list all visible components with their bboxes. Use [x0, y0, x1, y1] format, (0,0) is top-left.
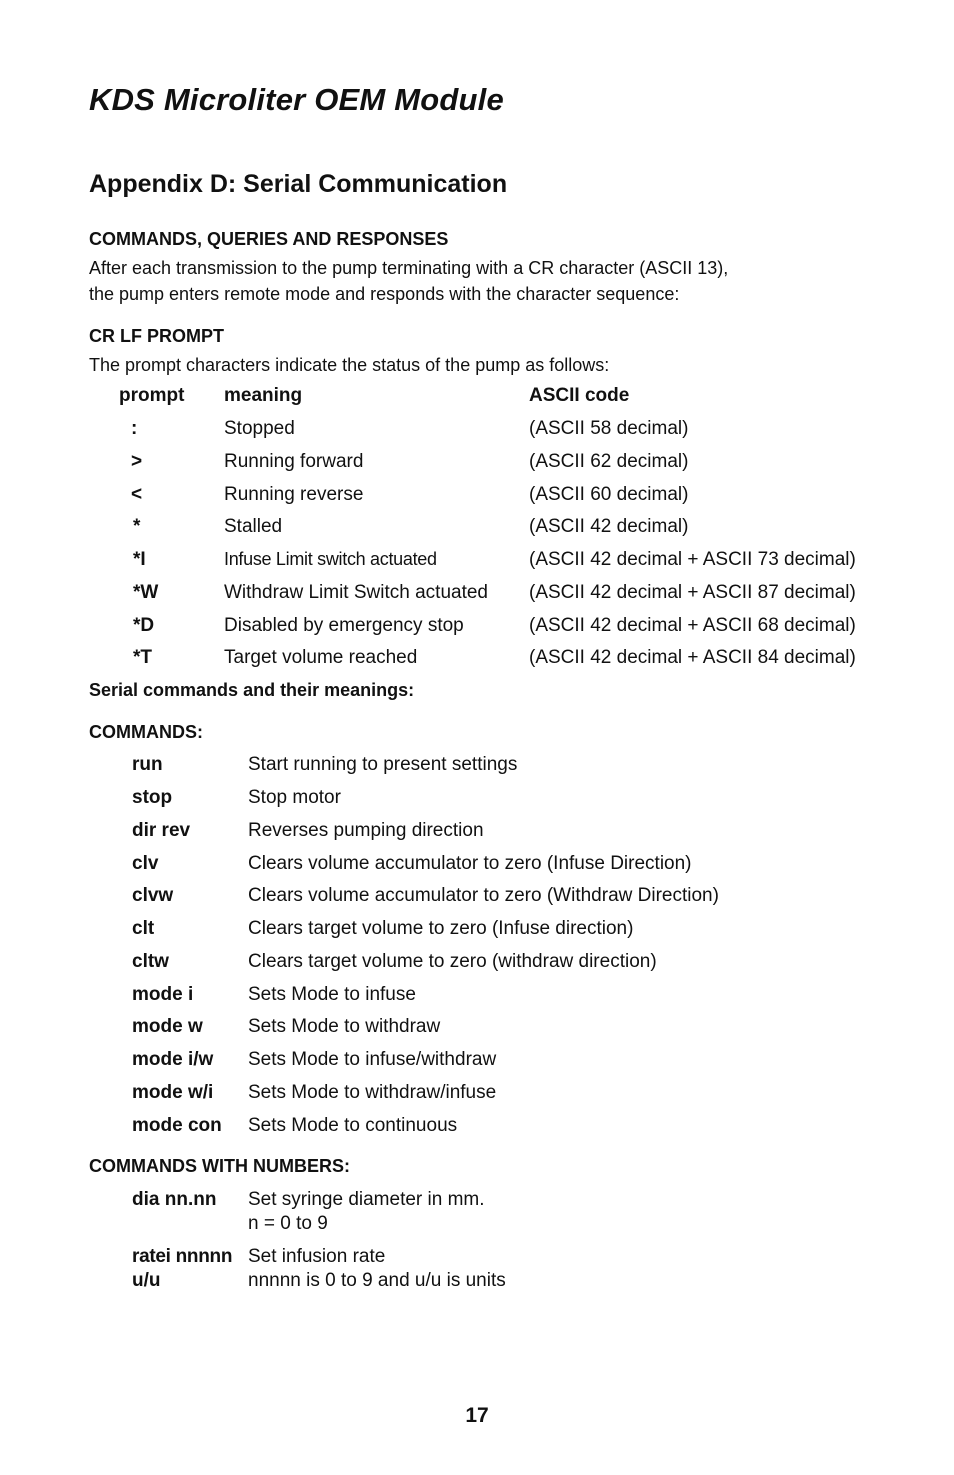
command-row: [0, 820, 954, 853]
prompt-ascii: (ASCII 42 decimal + ASCII 73 decimal): [529, 549, 856, 570]
prompt-ascii: (ASCII 62 decimal): [529, 451, 689, 472]
document-title: KDS Microliter OEM Module: [89, 82, 504, 117]
command-description: Clears target volume to zero (withdraw direction): [248, 951, 657, 972]
command-description: Set infusion rate: [248, 1246, 386, 1267]
serial-commands-heading: Serial commands and their meanings:: [89, 680, 415, 700]
command-name: ratei nnnnn: [132, 1246, 233, 1267]
column-header-prompt: prompt: [119, 385, 185, 406]
command-name: mode w: [132, 1016, 203, 1037]
prompt-char: *W: [133, 582, 159, 603]
command-row: [0, 853, 954, 886]
command-description: Clears volume accumulator to zero (Withdraw Direction): [248, 885, 719, 906]
command-name: run: [132, 754, 163, 775]
prompt-row: [0, 647, 954, 680]
prompt-ascii: (ASCII 42 decimal + ASCII 84 decimal): [529, 647, 856, 668]
command-description: Sets Mode to continuous: [248, 1115, 458, 1136]
prompt-ascii: (ASCII 42 decimal + ASCII 87 decimal): [529, 582, 856, 603]
prompt-char: *T: [133, 647, 152, 668]
command-name: mode con: [132, 1115, 222, 1136]
prompt-row: [0, 418, 954, 451]
prompt-row: [0, 484, 954, 517]
prompt-char: *D: [133, 615, 155, 636]
command-row: [0, 951, 954, 984]
prompt-char: *: [133, 516, 141, 537]
prompt-row: [0, 451, 954, 484]
command-row: [0, 984, 954, 1017]
prompt-meaning: Running forward: [224, 451, 364, 472]
commands-heading: COMMANDS:: [89, 722, 203, 742]
command-description: Sets Mode to infuse/withdraw: [248, 1049, 497, 1070]
command-row: [0, 1016, 954, 1049]
prompt-row: [0, 549, 954, 582]
command-description: Start running to present settings: [248, 754, 518, 775]
prompt-ascii: (ASCII 60 decimal): [529, 484, 689, 505]
command-description: Sets Mode to withdraw: [248, 1016, 441, 1037]
section-heading-cr-lf-prompt: CR LF PROMPT: [89, 326, 224, 346]
prompt-ascii: (ASCII 42 decimal + ASCII 68 decimal): [529, 615, 856, 636]
command-name: stop: [132, 787, 173, 808]
command-row: [0, 1082, 954, 1115]
page-number: 17: [465, 1404, 489, 1427]
prompt-row: [0, 582, 954, 615]
prompt-meaning: Withdraw Limit Switch actuated: [224, 582, 488, 603]
prompt-meaning: Target volume reached: [224, 647, 418, 668]
prompt-row: [0, 516, 954, 549]
command-row: [0, 787, 954, 820]
command-row: [0, 918, 954, 951]
command-description: Sets Mode to withdraw/infuse: [248, 1082, 497, 1103]
prompt-meaning: Disabled by emergency stop: [224, 615, 464, 636]
command-row: [0, 885, 954, 918]
command-description: Clears volume accumulator to zero (Infuse Direction): [248, 853, 692, 874]
command-description-detail: n = 0 to 9: [248, 1213, 328, 1234]
command-description: Sets Mode to infuse: [248, 984, 416, 1005]
column-header-ascii: ASCII code: [529, 385, 630, 406]
command-name: dir rev: [132, 820, 191, 841]
command-row: [0, 754, 954, 787]
prompt-row: [0, 615, 954, 648]
prompt-char: *I: [133, 549, 146, 570]
prompt-ascii: (ASCII 58 decimal): [529, 418, 689, 439]
prompt-meaning: Stalled: [224, 516, 283, 537]
command-row: [0, 1115, 954, 1148]
command-description: Reverses pumping direction: [248, 820, 484, 841]
prompt-char: <: [131, 484, 143, 505]
intro-line-1: After each transmission to the pump terminating with a CR character (ASCII 13),: [89, 258, 729, 278]
prompt-ascii: (ASCII 42 decimal): [529, 516, 689, 537]
column-header-meaning: meaning: [224, 385, 303, 406]
command-name: mode i/w: [132, 1049, 214, 1070]
prompt-meaning: Stopped: [224, 418, 295, 439]
appendix-title: Appendix D: Serial Communication: [89, 170, 508, 198]
command-name: cltw: [132, 951, 169, 972]
intro-line-2: the pump enters remote mode and responds with the character sequence:: [89, 284, 680, 304]
command-description: Clears target volume to zero (Infuse direction): [248, 918, 634, 939]
command-description: Set syringe diameter in mm.: [248, 1189, 485, 1210]
prompt-char: :: [131, 418, 138, 439]
prompt-meaning: Running reverse: [224, 484, 364, 505]
command-name: clvw: [132, 885, 174, 906]
command-name: clv: [132, 853, 159, 874]
command-name-continued: u/u: [132, 1270, 161, 1291]
command-description-detail: nnnnn is 0 to 9 and u/u is units: [248, 1270, 506, 1291]
command-description: Stop motor: [248, 787, 341, 808]
command-name: mode i: [132, 984, 194, 1005]
command-name: clt: [132, 918, 155, 939]
prompt-table-header: [0, 385, 954, 418]
commands-with-numbers-heading: COMMANDS WITH NUMBERS:: [89, 1156, 350, 1176]
prompt-meaning: Infuse Limit switch actuated: [224, 549, 437, 569]
section-heading-commands-queries: COMMANDS, QUERIES AND RESPONSES: [89, 229, 449, 249]
command-row: [0, 1049, 954, 1082]
prompt-char: >: [131, 451, 143, 472]
command-name: dia nn.nn: [132, 1189, 217, 1210]
prompt-intro: The prompt characters indicate the status of the pump as follows:: [89, 355, 610, 375]
command-name: mode w/i: [132, 1082, 214, 1103]
